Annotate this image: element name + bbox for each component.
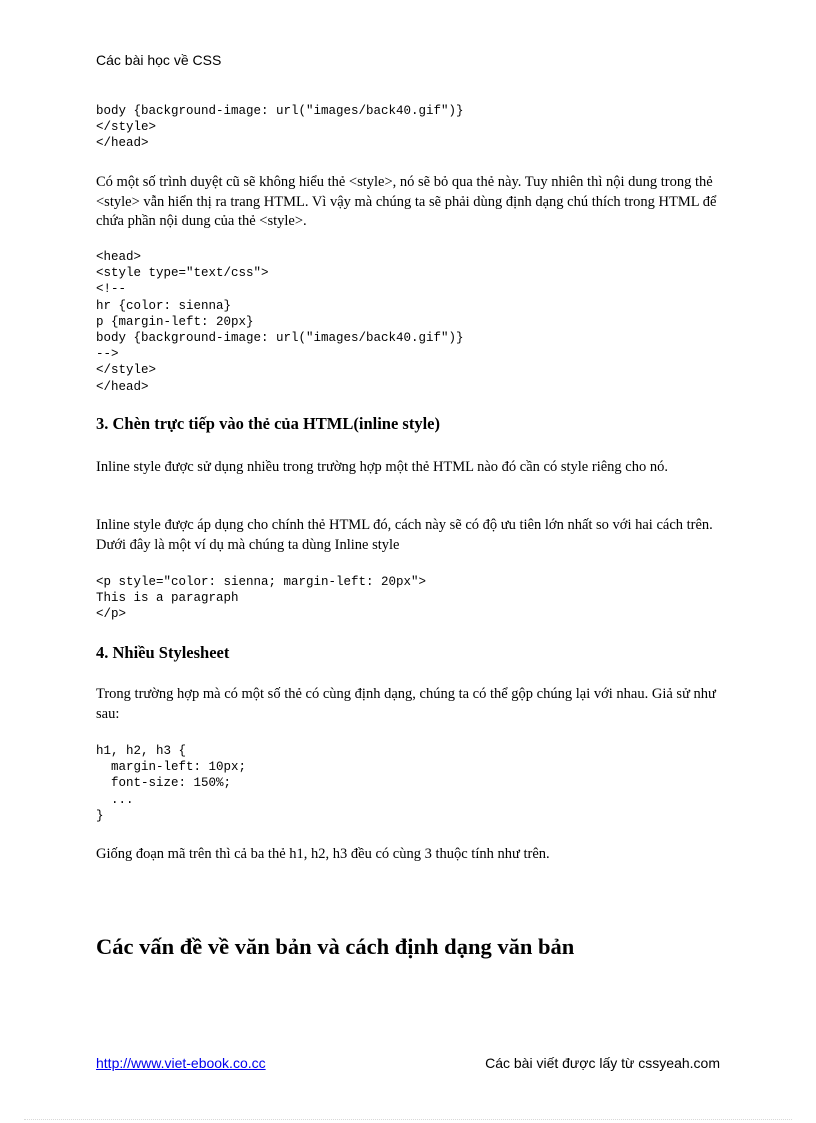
section-heading-inline-style: 3. Chèn trực tiếp vào thẻ của HTML(inline style) (96, 414, 440, 433)
footer-source-text: Các bài viết được lấy từ cssyeah.com (485, 1055, 720, 1071)
section-heading-multiple-stylesheet: 4. Nhiều Stylesheet (96, 643, 230, 662)
code-block-inline-example: <p style="color: sienna; margin-left: 20px"> This is a paragraph </p> (96, 575, 427, 622)
paragraph-grouping-explanation: Giống đoạn mã trên thì cả ba thẻ h1, h2, h3 đều có cùng 3 thuộc tính như trên. (96, 846, 550, 862)
paragraph-old-browsers: Có một số trình duyệt cũ sẽ không hiểu thẻ <style>, nó sẽ bỏ qua thẻ này. Tuy nhiên thì nội dung trong thẻ <style> vẫn hiển thị ra trang HTML. Vì vậy mà chúng ta sẽ phải dùng định dạng chú thích trong HTML để chứa phần nội dung của thẻ <style>. (96, 174, 717, 229)
code-block-grouping-example: h1, h2, h3 { margin-left: 10px; font-size: 150%; ... } (96, 744, 247, 823)
code-block-style-comment: <head> <style type="text/css"> <!-- hr {color: sienna} p {margin-left: 20px} body {background-image: url("images/back40.gif")} --> </style> </head> (96, 250, 464, 394)
footer-website-link[interactable]: http://www.viet-ebook.co.cc (96, 1055, 266, 1071)
chapter-heading: Các vấn đề về văn bản và cách định dạng văn bản (96, 934, 575, 959)
paragraph-inline-priority: Inline style được áp dụng cho chính thẻ HTML đó, cách này sẽ có độ ưu tiên lớn nhất so với hai cách trên. Dưới đây là một ví dụ mà chúng ta dùng Inline style (96, 517, 713, 553)
paragraph-inline-usage: Inline style được sử dụng nhiều trong trường hợp một thẻ HTML nào đó cần có style riêng cho nó. (96, 459, 668, 475)
page-header: Các bài học về CSS (96, 52, 222, 68)
page-bottom-border (24, 1119, 792, 1120)
code-block-head-end: body {background-image: url("images/back40.gif")} </style> </head> (96, 104, 464, 151)
paragraph-grouping: Trong trường hợp mà có một số thẻ có cùng định dạng, chúng ta có thể gộp chúng lại với nhau. Giả sử như sau: (96, 686, 716, 722)
